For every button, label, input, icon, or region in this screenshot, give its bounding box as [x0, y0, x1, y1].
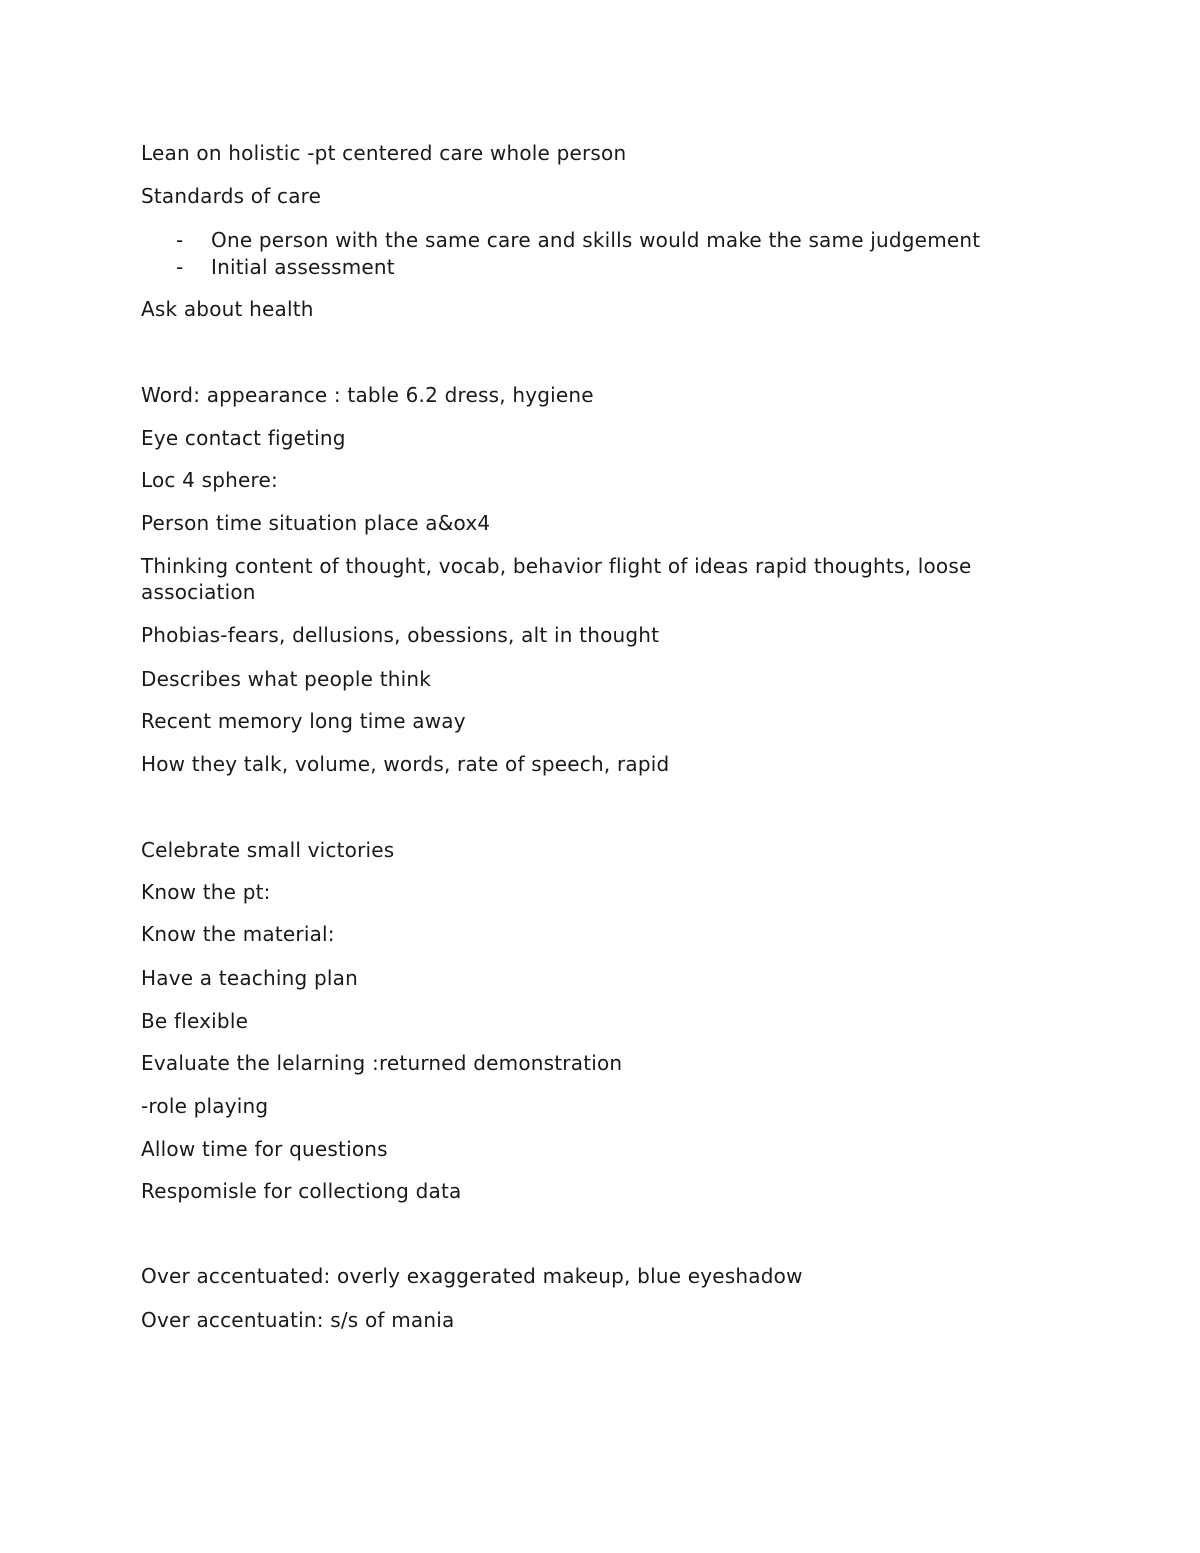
note-line: How they talk, volume, words, rate of speech, rapid	[141, 752, 670, 776]
bullet-item: One person with the same care and skills would make the same judgement	[211, 228, 981, 252]
note-line: Have a teaching plan	[141, 966, 358, 990]
note-line: Respomisle for collectiong data	[141, 1179, 462, 1203]
note-line: Over accentuated: overly exaggerated makeup, blue eyeshadow	[141, 1264, 803, 1288]
note-line: Loc 4 sphere:	[141, 468, 278, 492]
note-line: Phobias-fears, dellusions, obessions, alt in thought	[141, 623, 660, 647]
note-line: Be flexible	[141, 1009, 249, 1033]
note-line: Allow time for questions	[141, 1137, 388, 1161]
bullet-marker: -	[176, 255, 184, 279]
note-line: Know the pt:	[141, 880, 271, 904]
note-line: Person time situation place a&ox4	[141, 511, 491, 535]
note-line: Know the material:	[141, 922, 335, 946]
note-line: Evaluate the lelarning :returned demonstration	[141, 1051, 623, 1075]
bullet-item: Initial assessment	[211, 255, 395, 279]
note-line: -role playing	[141, 1094, 269, 1118]
note-line: Ask about health	[141, 297, 314, 321]
note-line: Recent memory long time away	[141, 709, 466, 733]
note-line: Describes what people think	[141, 667, 432, 691]
note-line: Eye contact figeting	[141, 426, 346, 450]
note-line: Celebrate small victories	[141, 838, 395, 862]
note-line: Thinking content of thought, vocab, behavior flight of ideas rapid thoughts, loose association	[141, 554, 972, 604]
bullet-marker: -	[176, 228, 184, 252]
note-line: Over accentuatin: s/s of mania	[141, 1308, 455, 1332]
note-line: Lean on holistic -pt centered care whole person	[141, 141, 627, 165]
note-line: Word: appearance : table 6.2 dress, hygiene	[141, 383, 594, 407]
note-line: Standards of care	[141, 184, 322, 208]
